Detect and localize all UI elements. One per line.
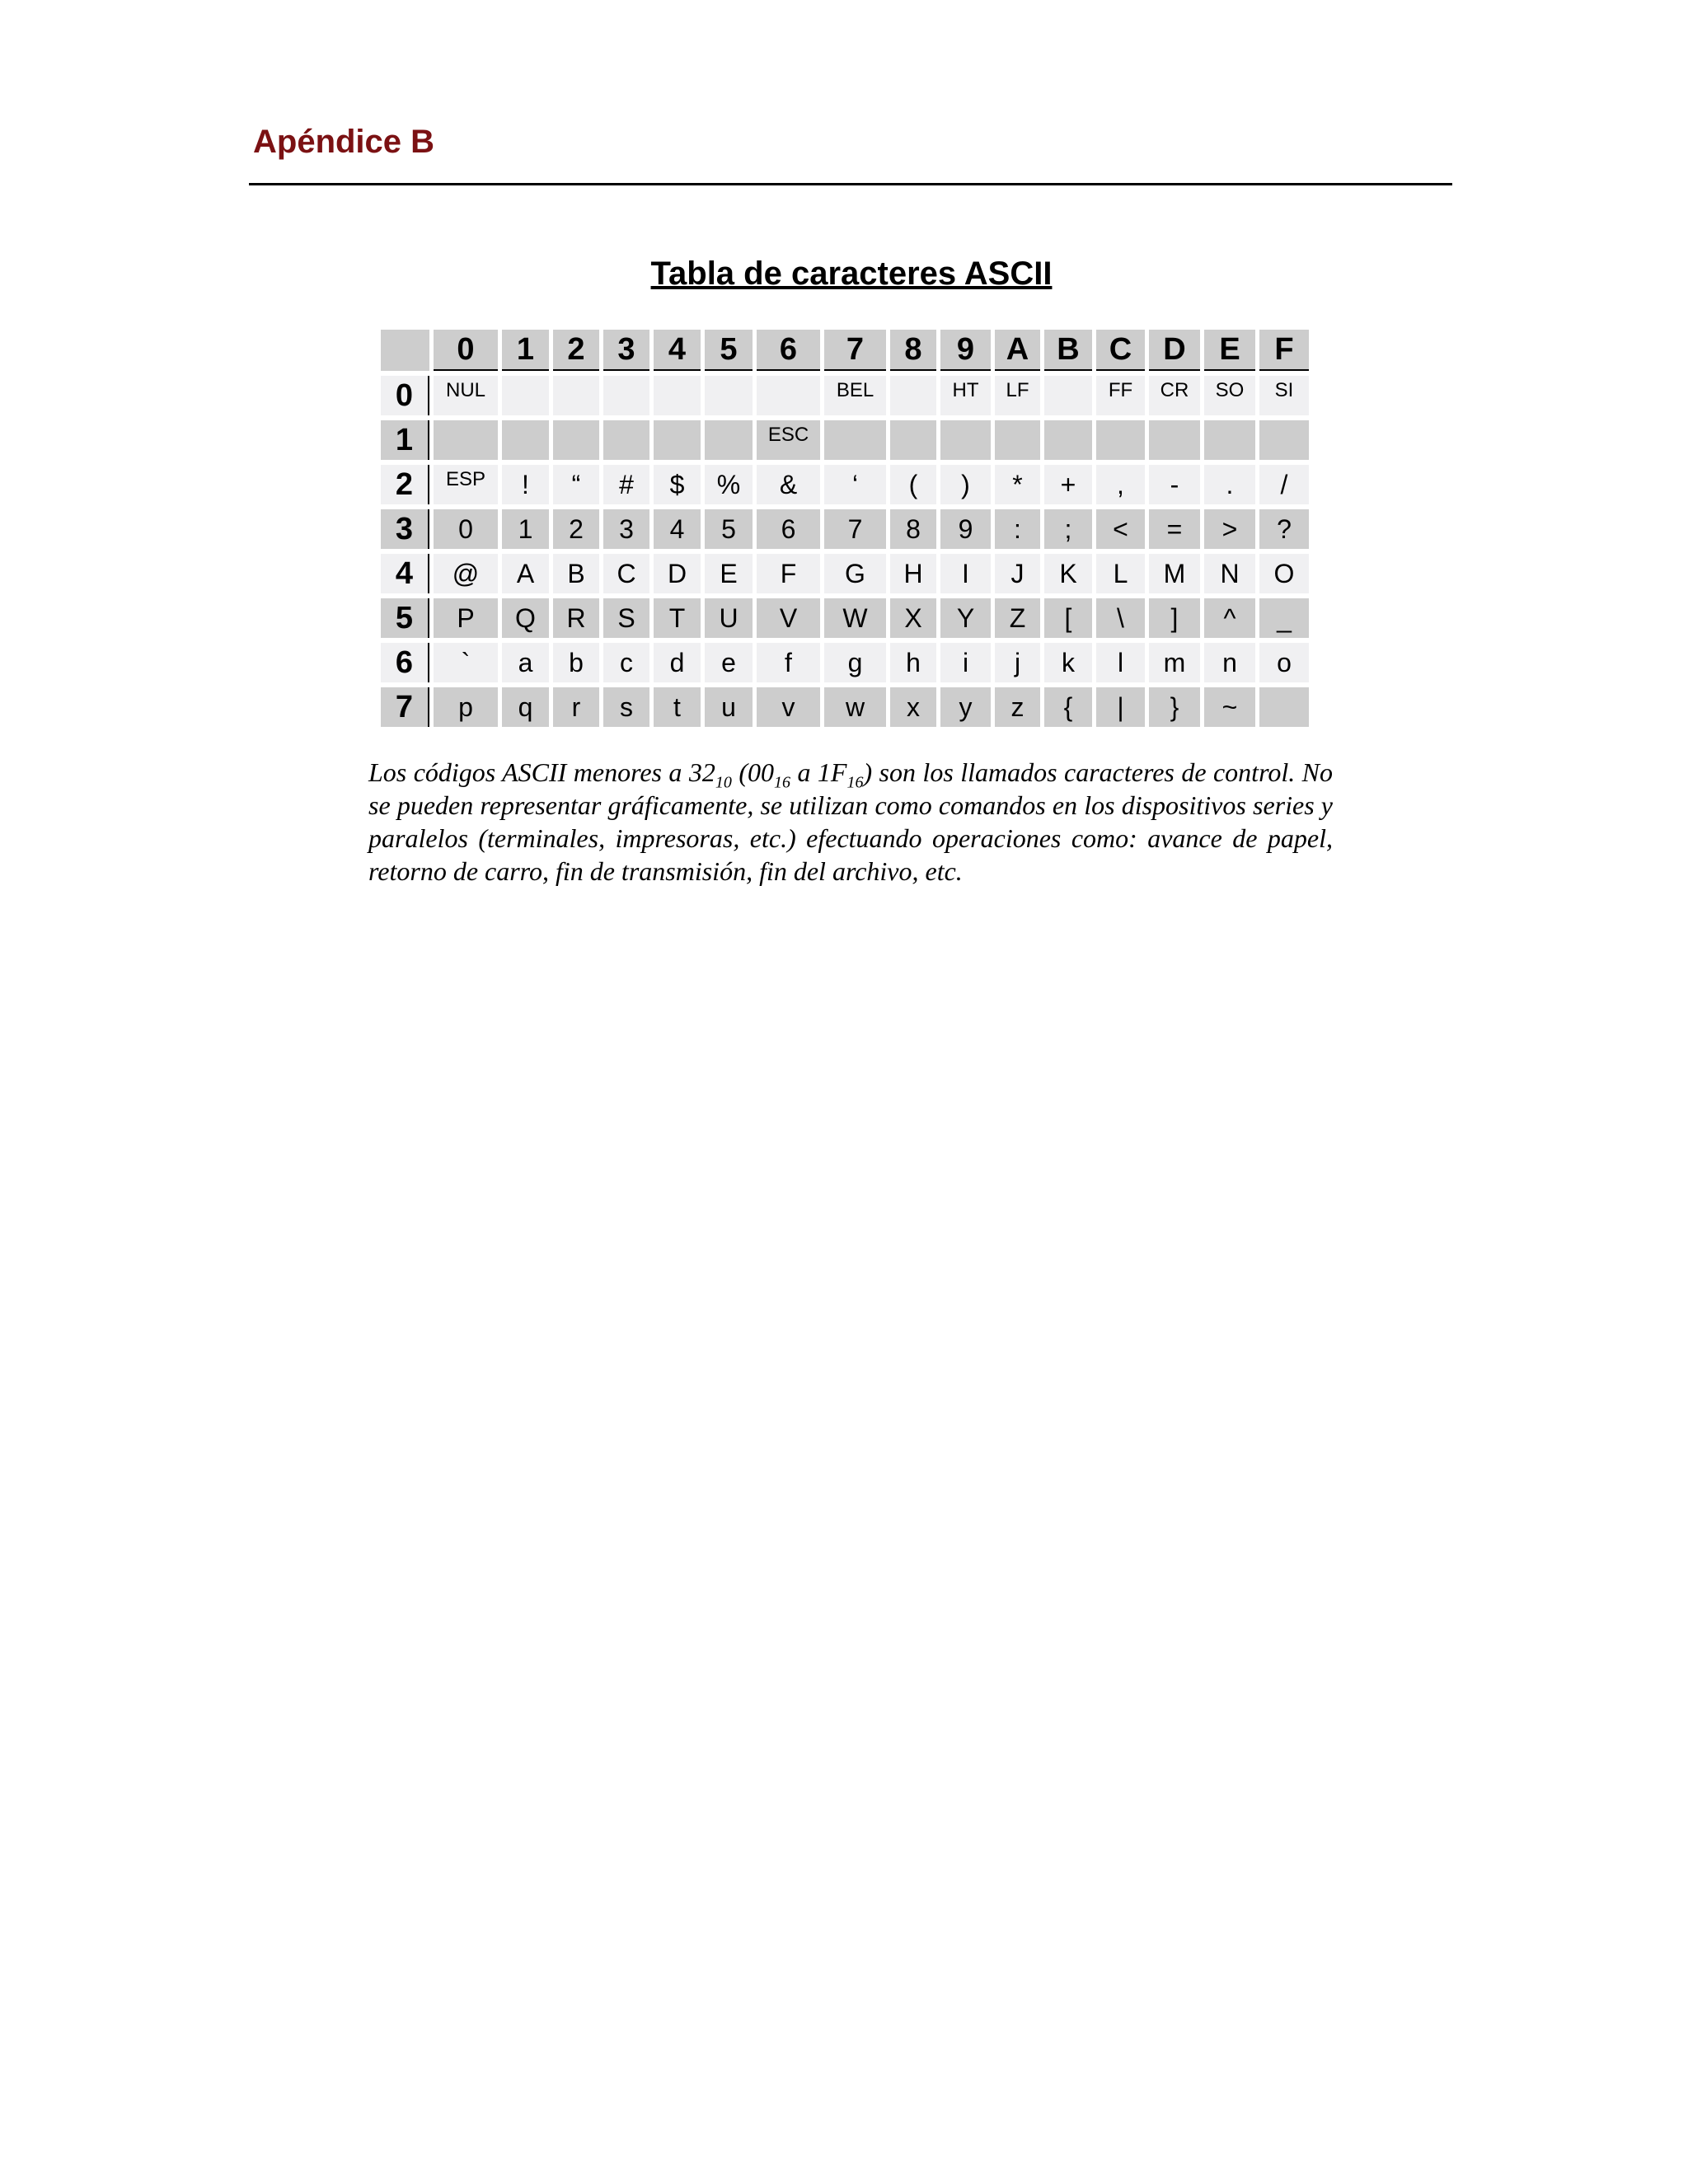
table-cell: 3 [603,509,649,549]
table-cell: J [995,554,1040,593]
row-header: 7 [381,687,429,727]
table-cell: [ [1044,598,1092,638]
row-header: 3 [381,509,429,549]
table-cell [1259,420,1309,460]
table-cell: ‘ [824,465,886,504]
table-cell: 7 [824,509,886,549]
table-cell: x [890,687,936,727]
table-cell: w [824,687,886,727]
table-cell: _ [1259,598,1309,638]
table-cell: \ [1096,598,1145,638]
table-cell: u [705,687,753,727]
table-cell: i [940,643,991,682]
table-cell [654,376,701,415]
row-header: 1 [381,420,429,460]
table-cell: { [1044,687,1092,727]
table-cell: v [757,687,820,727]
note-text: Los códigos ASCII menores a 32 [368,757,715,787]
column-header-row [381,330,1309,371]
table-cell: Y [940,598,991,638]
table-cell: / [1259,465,1309,504]
table-cell [757,376,820,415]
table-cell: ~ [1204,687,1255,727]
table-cell: O [1259,554,1309,593]
table-cell: h [890,643,936,682]
table-cell: q [502,687,549,727]
table-row [381,376,1309,415]
table-cell [553,376,599,415]
table-cell: F [757,554,820,593]
table-cell [890,376,936,415]
ascii-table [377,325,1313,732]
table-cell: r [553,687,599,727]
table-cell: @ [434,554,498,593]
table-row [381,465,1309,504]
table-cell: $ [654,465,701,504]
table-cell: | [1096,687,1145,727]
table-cell: “ [553,465,599,504]
table-row [381,598,1309,638]
column-header: C [1096,330,1145,371]
column-header: F [1259,330,1309,371]
appendix-title: Apéndice B [253,124,435,160]
table-cell: ` [434,643,498,682]
table-cell: G [824,554,886,593]
table-cell [824,420,886,460]
table-cell [1149,420,1200,460]
table-cell: : [995,509,1040,549]
table-cell [1204,420,1255,460]
table-cell: g [824,643,886,682]
table-cell: 4 [654,509,701,549]
note-text: (00 [731,757,774,787]
table-cell: B [553,554,599,593]
table-cell: p [434,687,498,727]
column-header: E [1204,330,1255,371]
table-cell [434,420,498,460]
table-cell: E [705,554,753,593]
table-cell: e [705,643,753,682]
table-cell: 8 [890,509,936,549]
table-cell: A [502,554,549,593]
table-cell: X [890,598,936,638]
table-cell [553,420,599,460]
table-cell: % [705,465,753,504]
table-cell: . [1204,465,1255,504]
table-cell [1044,420,1092,460]
table-cell: o [1259,643,1309,682]
row-header: 2 [381,465,429,504]
table-cell: + [1044,465,1092,504]
table-row [381,509,1309,549]
row-header: 0 [381,376,429,415]
table-cell: m [1149,643,1200,682]
column-header: A [995,330,1040,371]
table-cell [603,376,649,415]
column-header: 2 [553,330,599,371]
column-header: 9 [940,330,991,371]
table-cell: D [654,554,701,593]
table-cell: j [995,643,1040,682]
table-cell: CR [1149,376,1200,415]
row-header: 6 [381,643,429,682]
note-text: a 1F [790,757,847,787]
table-cell: ESC [757,420,820,460]
table-title: Tabla de caracteres ASCII [650,255,1053,292]
table-cell: K [1044,554,1092,593]
table-cell: c [603,643,649,682]
table-cell: * [995,465,1040,504]
table-cell: = [1149,509,1200,549]
table-cell [502,376,549,415]
table-cell: BEL [824,376,886,415]
table-cell: 6 [757,509,820,549]
table-cell: NUL [434,376,498,415]
column-header: 5 [705,330,753,371]
table-cell: LF [995,376,1040,415]
table-cell: f [757,643,820,682]
table-cell: P [434,598,498,638]
table-cell [940,420,991,460]
table-cell [603,420,649,460]
table-cell [890,420,936,460]
table-cell: & [757,465,820,504]
table-cell: } [1149,687,1200,727]
table-cell: b [553,643,599,682]
table-cell: S [603,598,649,638]
table-cell: - [1149,465,1200,504]
table-cell: L [1096,554,1145,593]
table-cell: R [553,598,599,638]
table-cell: ) [940,465,991,504]
table-row [381,687,1309,727]
table-cell: M [1149,554,1200,593]
table-cell: 5 [705,509,753,549]
table-cell: I [940,554,991,593]
table-cell: 2 [553,509,599,549]
table-cell [1044,376,1092,415]
column-header: 1 [502,330,549,371]
note-subscript: 16 [846,773,864,792]
table-cell: l [1096,643,1145,682]
table-cell: < [1096,509,1145,549]
note-text: ) son los llamados caracteres de control. No se pueden representar gráficamente, se utilizan como comandos en los dispositivos series y paralelos (terminales, impresoras, etc.) efectuando operaciones como: avance de papel, retorno de carro, fin de transmisión, fin del archivo, etc. [368,757,1334,886]
table-row [381,643,1309,682]
note-subscript: 16 [774,773,790,792]
table-cell: y [940,687,991,727]
table-cell [1259,687,1309,727]
column-header: 4 [654,330,701,371]
row-header: 5 [381,598,429,638]
table-cell: d [654,643,701,682]
table-cell: T [654,598,701,638]
table-cell: FF [1096,376,1145,415]
table-cell: # [603,465,649,504]
table-corner [381,330,429,371]
table-cell: ; [1044,509,1092,549]
column-header: 3 [603,330,649,371]
table-cell: k [1044,643,1092,682]
table-cell: HT [940,376,991,415]
table-cell: Q [502,598,549,638]
table-cell: SI [1259,376,1309,415]
table-cell: , [1096,465,1145,504]
column-header: 0 [434,330,498,371]
note-subscript: 10 [715,773,732,792]
column-header: 8 [890,330,936,371]
table-cell: W [824,598,886,638]
table-cell [1096,420,1145,460]
table-cell: t [654,687,701,727]
table-cell [654,420,701,460]
table-cell: ] [1149,598,1200,638]
table-cell [705,376,753,415]
table-cell: n [1204,643,1255,682]
table-cell: ! [502,465,549,504]
table-cell: H [890,554,936,593]
table-cell: V [757,598,820,638]
table-cell: 9 [940,509,991,549]
column-header: D [1149,330,1200,371]
header-divider [249,183,1452,185]
row-header: 4 [381,554,429,593]
column-header: 7 [824,330,886,371]
table-cell: ^ [1204,598,1255,638]
table-cell: N [1204,554,1255,593]
table-cell [502,420,549,460]
table-cell: U [705,598,753,638]
table-cell: z [995,687,1040,727]
table-row [381,554,1309,593]
table-cell: C [603,554,649,593]
table-cell: ( [890,465,936,504]
table-cell [995,420,1040,460]
table-cell: Z [995,598,1040,638]
table-cell: SO [1204,376,1255,415]
table-cell: a [502,643,549,682]
column-header: B [1044,330,1092,371]
column-header: 6 [757,330,820,371]
table-cell: s [603,687,649,727]
table-cell: ? [1259,509,1309,549]
table-cell [705,420,753,460]
control-characters-note [368,756,1333,888]
table-cell: ESP [434,465,498,504]
table-cell: 1 [502,509,549,549]
table-row [381,420,1309,460]
table-cell: > [1204,509,1255,549]
table-cell: 0 [434,509,498,549]
